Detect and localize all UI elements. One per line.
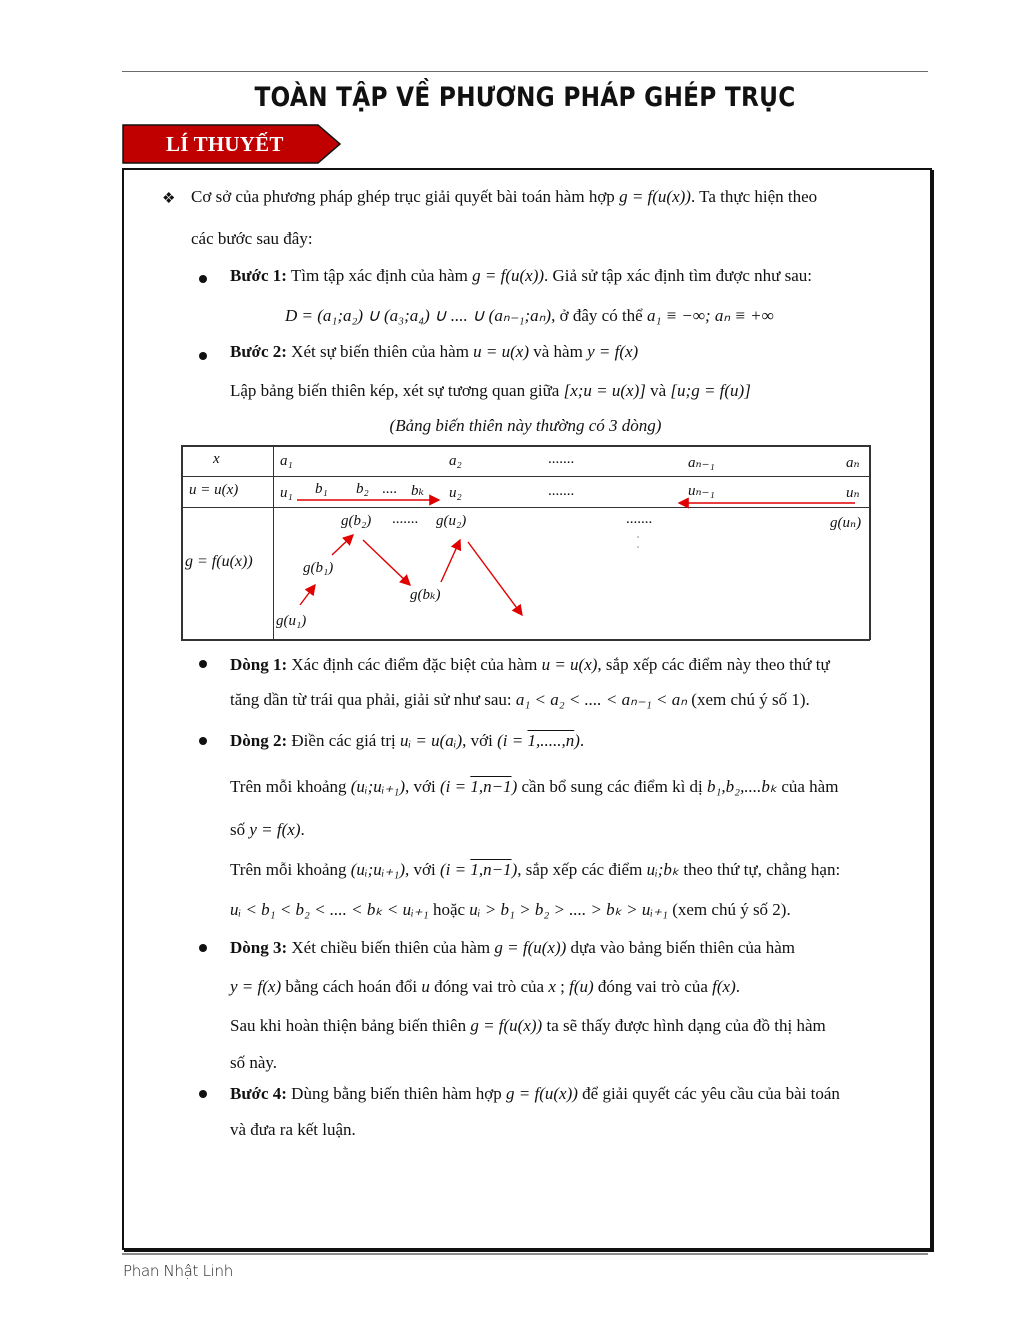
cell-g-b2: g(b₂) [341, 513, 372, 529]
section-label-theory [122, 124, 342, 164]
cell-g-u1: g(u₁) [276, 613, 307, 629]
bullet-icon [199, 275, 207, 283]
bullet-icon [199, 944, 207, 952]
cell-u1: u₁ [280, 485, 293, 501]
cell-dots: ....... [548, 451, 575, 467]
row2-line: Dòng 2: Điền các giá trị uᵢ = u(aᵢ), với (i = 1,.....,n). [230, 731, 585, 750]
row-header-u: u = u(x) [189, 482, 239, 498]
page-title: TOÀN TẬP VỀ PHƯƠNG PHÁP GHÉP TRỤC [254, 82, 796, 113]
row2-para1-line1: Trên mỗi khoảng (uᵢ;uᵢ₊₁), với (i = 1,n−1) cần bổ sung các điểm kì dị b₁,b₂,....bₖ của hàm [230, 777, 839, 796]
cell-dots: ....... [548, 483, 575, 499]
cell-un: uₙ [846, 485, 860, 501]
bullet-icon [199, 352, 207, 360]
cell-b1: b₁ [315, 481, 328, 497]
cell-g-bk: g(bₖ) [410, 587, 441, 603]
variation-table [181, 445, 870, 640]
row2-para2-line1: Trên mỗi khoảng (uᵢ;uᵢ₊₁), với (i = 1,n−1), sắp xếp các điểm uᵢ;bₖ theo thứ tự, chẳng hạn: [230, 860, 841, 879]
cell-g-b1: g(b₁) [303, 560, 334, 576]
variation-arrows-icon [181, 445, 870, 640]
step1-line: Bước 1: Tìm tập xác định của hàm g = f(u(x)). Giả sử tập xác định tìm được như sau: [230, 266, 813, 285]
intro-line-1: Cơ sở của phương pháp ghép trục giải quyết bài toán hàm hợp g = f(u(x)). Ta thực hiện theo [191, 187, 818, 206]
row1-line-2: tăng dần từ trái qua phải, giải sử như sau: a₁ < a₂ < .... < aₙ₋₁ < aₙ (xem chú ý số 1). [230, 690, 810, 709]
cell-b2: b₂ [356, 481, 369, 497]
cell-an: aₙ [846, 455, 860, 471]
table-note: (Bảng biến thiên này thường có 3 dòng) [389, 416, 662, 435]
cell-un-1: uₙ₋₁ [688, 483, 715, 499]
intro-line-2: các bước sau đây: [191, 229, 313, 248]
row3-line-2: y = f(x) bằng cách hoán đổi u đóng vai trò của x ; f(u) đóng vai trò của f(x). [230, 977, 740, 996]
step4-line: Bước 4: Dùng bằng biến thiên hàm hợp g = f(u(x)) để giải quyết các yêu cầu của bài toán [230, 1084, 840, 1103]
header-rule [122, 71, 928, 72]
row3-line-3: Sau khi hoàn thiện bảng biến thiên g = f(u(x)) ta sẽ thấy được hình dạng của đồ thị hàm [230, 1016, 826, 1035]
bullet-icon [199, 660, 207, 668]
cell-g-un: g(uₙ) [830, 515, 862, 531]
row1-line: Dòng 1: Xác định các điểm đặc biệt của hàm u = u(x), sắp xếp các điểm này theo thứ tự [230, 655, 830, 674]
row3-line: Dòng 3: Xét chiều biến thiên của hàm g = f(u(x)) dựa vào bảng biến thiên của hàm [230, 938, 796, 957]
cell-an-1: aₙ₋₁ [688, 455, 715, 471]
bullet-icon [199, 737, 207, 745]
step2-line-2: Lập bảng biến thiên kép, xét sự tương quan giữa [x;u = u(x)] và [u;g = f(u)] [230, 381, 751, 400]
step2-line: Bước 2: Xét sự biến thiên của hàm u = u(x) và hàm y = f(x) [230, 342, 639, 361]
row3-line-4: số này. [230, 1053, 278, 1072]
footer-rule [122, 1253, 928, 1255]
bullet-icon [199, 1090, 207, 1098]
four-diamond-bullet-icon: ❖ [162, 191, 176, 207]
cell-a1: a₁ [280, 453, 293, 469]
cell-dots: .... [382, 481, 397, 497]
step4-line-2: và đưa ra kết luận. [230, 1120, 356, 1139]
footer-author: Phan Nhật Linh [123, 1262, 233, 1280]
row2-para1-line2: số y = f(x). [230, 820, 305, 839]
cell-u2: u₂ [449, 485, 462, 501]
section-label-text: LÍ THUYẾT [166, 132, 284, 156]
step1-domain-line: D = (a₁;a₂) ∪ (a₃;a₄) ∪ .... ∪ (aₙ₋₁;aₙ), ở đây có thể a₁ ≡ −∞; aₙ ≡ +∞ [285, 306, 774, 325]
cell-g-u2: g(u₂) [436, 513, 467, 529]
row-header-x: x [213, 451, 220, 467]
cell-bk: bₖ [411, 483, 424, 499]
row-header-g: g = f(u(x)) [185, 553, 253, 570]
row2-para2-line2: uᵢ < b₁ < b₂ < .... < bₖ < uᵢ₊₁ hoặc uᵢ > b₁ > b₂ > .... > bₖ > uᵢ₊₁ (xem chú ý số 2). [230, 900, 791, 919]
cell-a2: a₂ [449, 453, 462, 469]
cell-dots: ....... [392, 511, 419, 527]
cell-dots: ....... [626, 511, 653, 527]
